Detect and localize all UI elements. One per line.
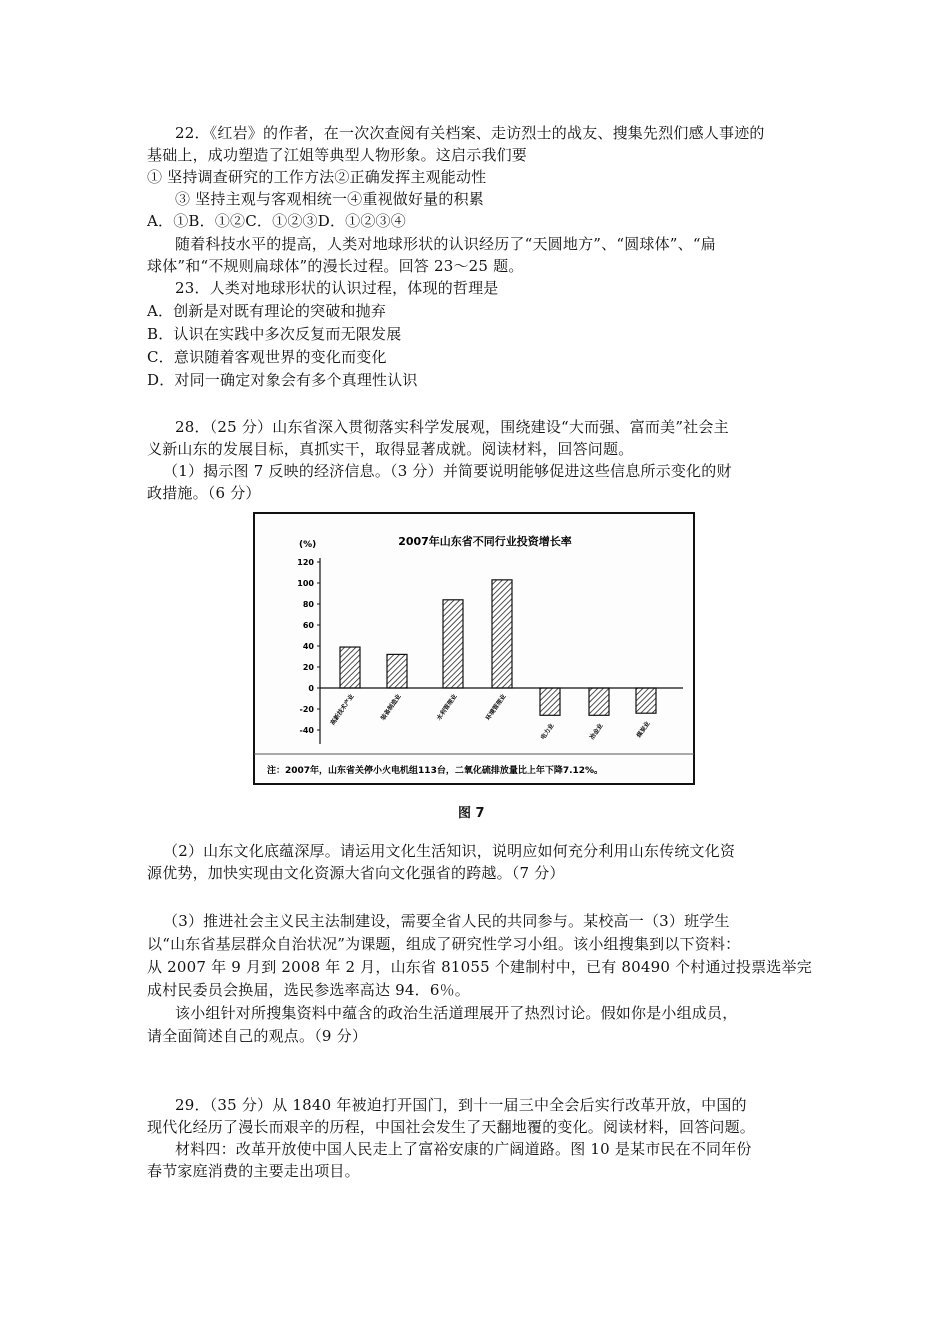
q28-part3-line4: 成村民委员会换届，选民参选率高达 94．6％。 <box>147 981 471 999</box>
category-label: 水利管理业 <box>435 693 459 722</box>
category-label: 环境管理业 <box>484 693 508 722</box>
figure-caption: 图 7 <box>458 806 485 821</box>
chart-title: 2007年山东省不同行业投资增长率 <box>398 535 572 548</box>
bar-7 <box>636 688 656 713</box>
y-tick-label: 20 <box>302 663 314 672</box>
q28-stem-line2: 义新山东的发展目标，真抓实干，取得显著成就。阅读材料，回答问题。 <box>147 440 634 458</box>
q22-option-line1: ① 坚持调查研究的工作方法②正确发挥主观能动性 <box>147 168 487 186</box>
category-label: 电力业 <box>539 722 556 742</box>
q29-stem-line2: 现代化经历了漫长而艰辛的历程，中国社会发生了天翻地覆的变化。阅读材料，回答问题。 <box>147 1118 756 1136</box>
y-tick-label: -20 <box>299 705 314 714</box>
q22-stem-line2: 基础上，成功塑造了江姐等典型人物形象。这启示我们要 <box>147 146 528 164</box>
q28-part2-line1: （2）山东文化底蕴深厚。请运用文化生活知识，说明应如何充分利用山东传统文化资 <box>163 842 736 860</box>
q28-part3-line6: 请全面简述自己的观点。（9 分） <box>147 1027 368 1045</box>
q23-choice-b: B．认识在实践中多次反复而无限发展 <box>147 325 402 343</box>
q23-choice-c: C．意识随着客观世界的变化而变化 <box>147 348 387 366</box>
chart-y-axis-label: (%) <box>299 540 317 550</box>
q28-part3-line3: 从 2007 年 9 月到 2008 年 2 月，山东省 81055 个建制村中，已有 80490 个村通过投票选举完 <box>147 958 812 976</box>
intro-line1: 随着科技水平的提高，人类对地球形状的认识经历了“天圆地方”、“圆球体”、“扁 <box>175 235 716 253</box>
bar-1 <box>340 647 360 688</box>
y-tick-label: 0 <box>308 684 314 693</box>
bar-2 <box>387 654 407 688</box>
q28-part3-line5: 该小组针对所搜集资料中蕴含的政治生活道理展开了热烈讨论。假如你是小组成员， <box>175 1004 738 1022</box>
q28-part1-line2: 政措施。（6 分） <box>147 484 261 502</box>
q22-choices: A．①B．①②C．①②③D．①②③④ <box>147 212 406 230</box>
category-label: 煤炭业 <box>635 720 652 740</box>
q23-choice-d: D．对同一确定对象会有多个真理性认识 <box>147 371 418 389</box>
q28-part1-line1: （1）揭示图 7 反映的经济信息。（3 分）并简要说明能够促进这些信息所示变化的财 <box>163 462 732 480</box>
intro-line2: 球体”和“不规则扁球体”的漫长过程。回答 23～25 题。 <box>147 257 524 275</box>
category-label: 装备制造业 <box>379 693 403 722</box>
q29-stem-line1: 29．（35 分）从 1840 年被迫打开国门，到十一届三中全会后实行改革开放，中国的 <box>175 1096 747 1114</box>
y-tick-label: 120 <box>297 558 314 567</box>
y-tick-label: 40 <box>302 642 314 651</box>
q22-option-line2: ③ 坚持主观与客观相统一④重视做好量的积累 <box>175 190 484 208</box>
chart-note: 注：2007年，山东省关停小火电机组113台，二氧化硫排放量比上年下降7.12%。 <box>267 766 604 776</box>
bar-5 <box>540 688 560 715</box>
q28-part3-line1: （3）推进社会主义民主法制建设，需要全省人民的共同参与。某校高一（3）班学生 <box>163 912 730 930</box>
figure-7-chart <box>253 512 695 785</box>
q28-stem-line1: 28．（25 分）山东省深入贯彻落实科学发展观，围绕建设“大而强、富而美”社会主 <box>175 418 729 436</box>
y-tick-label: 60 <box>302 621 314 630</box>
bar-chart-svg <box>253 512 695 785</box>
q28-part3-line2: 以“山东省基层群众自治状况”为课题，组成了研究性学习小组。该小组搜集到以下资料： <box>147 935 741 953</box>
q29-material-line1: 材料四：改革开放使中国人民走上了富裕安康的广阔道路。图 10 是某市民在不同年份 <box>175 1140 752 1158</box>
q22-stem-line1: 22．《红岩》的作者，在一次次查阅有关档案、走访烈士的战友、搜集先烈们感人事迹的 <box>175 124 765 142</box>
y-tick-label: 80 <box>302 600 314 609</box>
q29-material-line2: 春节家庭消费的主要走出项目。 <box>147 1162 360 1180</box>
y-tick-label: -40 <box>299 726 314 735</box>
y-tick-label: 100 <box>297 579 314 588</box>
q23-stem: 23．人类对地球形状的认识过程，体现的哲理是 <box>175 279 499 297</box>
category-label: 高新技术产业 <box>329 693 356 727</box>
bar-6 <box>589 688 609 715</box>
q23-choice-a: A．创新是对既有理论的突破和抛弃 <box>147 302 387 320</box>
bar-4 <box>492 580 512 688</box>
bar-3 <box>443 600 463 688</box>
category-label: 冶金业 <box>588 722 605 742</box>
q28-part2-line2: 源优势，加快实现由文化资源大省向文化强省的跨越。（7 分） <box>147 864 565 882</box>
